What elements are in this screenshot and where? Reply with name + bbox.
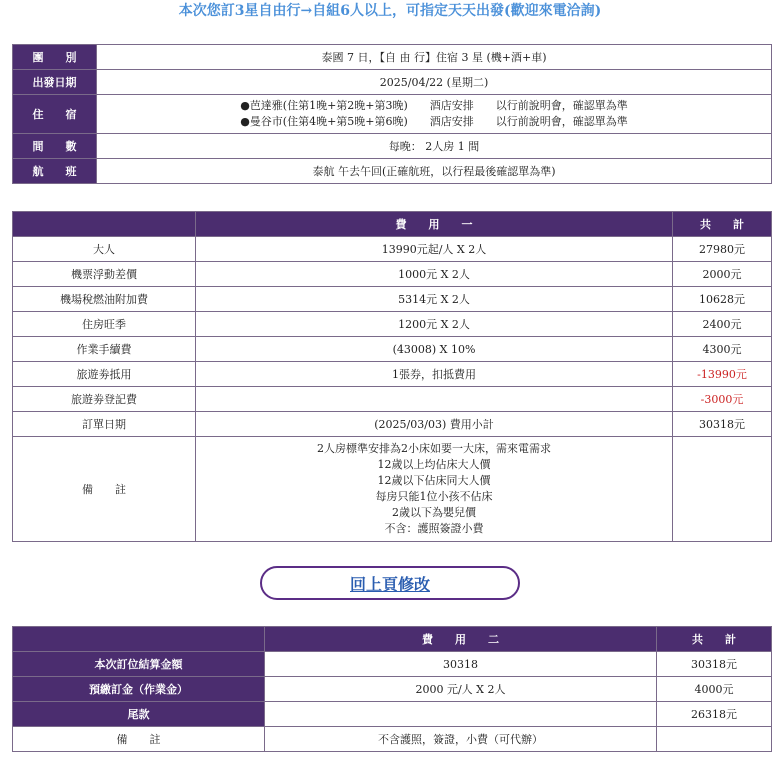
- remark-line: 2人房標準安排為2小床如要一大床，需來電需求: [317, 442, 551, 455]
- fee-two-table: [12, 626, 772, 752]
- settlement-row: [13, 652, 772, 677]
- fee-item-total: 30318元: [673, 412, 772, 437]
- accommodation-line: ●芭達雅(住第1晚+第2晚+第3晚) 酒店安排 以行前說明會，確認單為準: [240, 99, 628, 112]
- fee-remark-row: [13, 437, 772, 542]
- back-edit-link[interactable]: 回上頁修改: [349, 574, 430, 594]
- fee-item-detail: 1000元 X 2人: [196, 262, 673, 287]
- fee-one-total-header: 共 計: [673, 212, 772, 237]
- fee-item-total: 2400元: [673, 312, 772, 337]
- fee-item-label: 旅遊劵登記費: [13, 387, 196, 412]
- departure-date-value: 2025/04/22 (星期二): [97, 70, 772, 95]
- fee-item-detail: 5314元 X 2人: [196, 287, 673, 312]
- fee-item-label: 機場稅燃油附加費: [13, 287, 196, 312]
- fee-item-total: -13990元: [673, 362, 772, 387]
- fee-one-table: [12, 211, 772, 542]
- deposit-row: [13, 677, 772, 702]
- info-row-type: [13, 45, 772, 70]
- rooms-label: 間 數: [13, 134, 97, 159]
- departure-date-label: 出發日期: [13, 70, 97, 95]
- accommodation-line: ●曼谷市(住第4晚+第5晚+第6晚) 酒店安排 以行前說明會，確認單為準: [240, 115, 628, 128]
- fee-one-header: 費 用 一: [196, 212, 673, 237]
- tour-type-label: 團 別: [13, 45, 97, 70]
- fee-item-label: 旅遊劵抵用: [13, 362, 196, 387]
- fee-two-remark-label: 備 註: [13, 727, 265, 752]
- fee-two-total-header: 共 計: [657, 627, 772, 652]
- fee-item-detail: 1張券，扣抵費用: [196, 362, 673, 387]
- tour-info-table: [12, 44, 772, 184]
- fee-item-detail: [196, 387, 673, 412]
- fee-item-label: 機票浮動差價: [13, 262, 196, 287]
- info-row-stay: [13, 95, 772, 134]
- balance-label: 尾款: [13, 702, 265, 727]
- fee-item-detail: 13990元起/人 X 2人: [196, 237, 673, 262]
- flight-label: 航 班: [13, 159, 97, 184]
- fee-item-total: -3000元: [673, 387, 772, 412]
- balance-total: 26318元: [657, 702, 772, 727]
- tour-type-value: 泰國 7 日，【自 由 行】住宿 3 星 (機+酒+車): [97, 45, 772, 70]
- fee-row: [13, 337, 772, 362]
- fee-two-remark-row: [13, 727, 772, 752]
- settlement-detail: 30318: [265, 652, 657, 677]
- fee-row: [13, 237, 772, 262]
- fee-item-detail: (2025/03/03) 費用小計: [196, 412, 673, 437]
- fee-two-remark-total: [657, 727, 772, 752]
- balance-detail: [265, 702, 657, 727]
- fee-row: [13, 412, 772, 437]
- fee-item-total: 2000元: [673, 262, 772, 287]
- fee-remark-value: [196, 437, 673, 542]
- remark-line: 每房只能1位小孩不佔床: [375, 490, 493, 503]
- fee-item-label: 訂單日期: [13, 412, 196, 437]
- settlement-total: 30318元: [657, 652, 772, 677]
- settlement-label: 本次訂位結算金額: [13, 652, 265, 677]
- fee-item-total: 10628元: [673, 287, 772, 312]
- remark-line: 2歲以下為嬰兒價: [392, 506, 476, 519]
- fee-row: [13, 262, 772, 287]
- fee-item-label: 大人: [13, 237, 196, 262]
- remark-line: 不含：護照簽證小費: [384, 522, 484, 535]
- page-headline: 本次您訂3星自由行→自組6人以上，可指定天天出發(歡迎來電洽詢): [178, 3, 602, 19]
- fee-two-remark-value: 不含護照，簽證，小費（可代辦）: [265, 727, 657, 752]
- flight-value: 泰航 午去午回(正確航班，以行程最後確認單為準): [97, 159, 772, 184]
- fee-row: [13, 287, 772, 312]
- fee-remark-total: [673, 437, 772, 542]
- fee-item-total: 27980元: [673, 237, 772, 262]
- fee-row: [13, 387, 772, 412]
- info-row-date: [13, 70, 772, 95]
- info-row-rooms: [13, 134, 772, 159]
- fee-row: [13, 312, 772, 337]
- accommodation-value: [97, 95, 772, 134]
- remark-line: 12歲以上均佔床大人價: [377, 458, 491, 471]
- deposit-label: 預繳訂金（作業金）: [13, 677, 265, 702]
- fee-item-detail: (43008) X 10%: [196, 337, 673, 362]
- fee-item-label: 住房旺季: [13, 312, 196, 337]
- info-row-flight: [13, 159, 772, 184]
- fee-item-total: 4300元: [673, 337, 772, 362]
- deposit-detail: 2000 元/人 X 2人: [265, 677, 657, 702]
- fee-two-header: 費 用 二: [265, 627, 657, 652]
- balance-row: [13, 702, 772, 727]
- fee-item-label: 作業手續費: [13, 337, 196, 362]
- fee-row: [13, 362, 772, 387]
- rooms-value: 每晚： 2人房 1 間: [97, 134, 772, 159]
- fee-item-detail: 1200元 X 2人: [196, 312, 673, 337]
- deposit-total: 4000元: [657, 677, 772, 702]
- accommodation-label: 住 宿: [13, 95, 97, 134]
- fee-remark-label: 備 註: [13, 437, 196, 542]
- back-edit-button[interactable]: [260, 566, 520, 600]
- remark-line: 12歲以下佔床同大人價: [377, 474, 491, 487]
